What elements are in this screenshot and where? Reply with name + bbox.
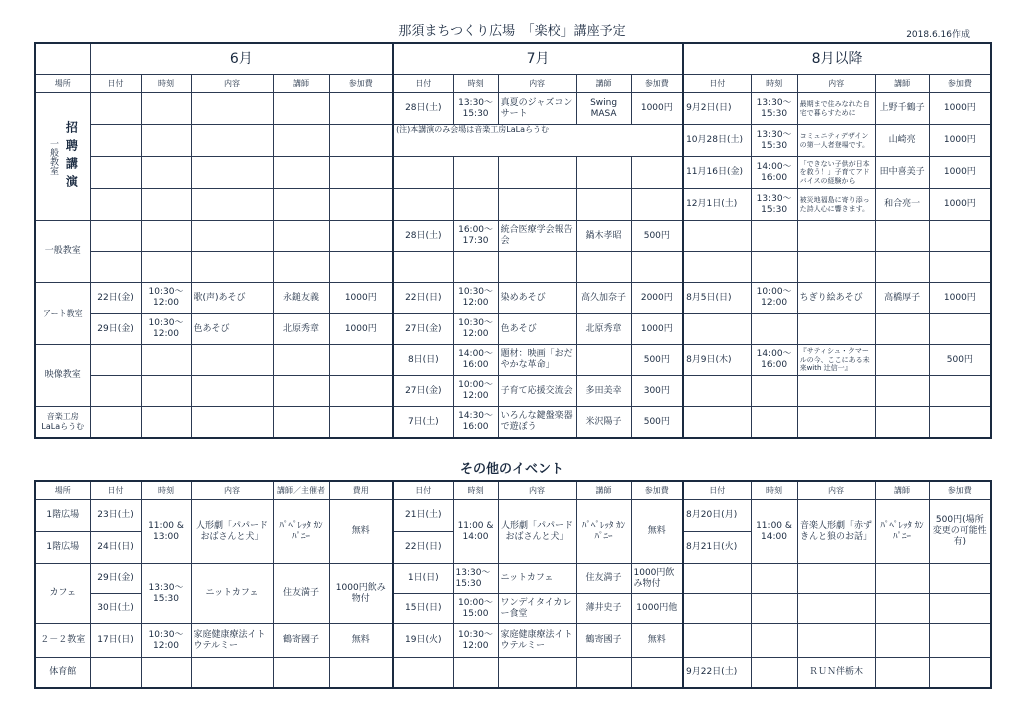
col-time: 時刻 (751, 481, 797, 500)
event-time: 10:30～12:00 (453, 624, 498, 658)
event-time: 11:00 & 14:00 (453, 500, 498, 564)
empty-cell (797, 376, 875, 407)
event-time: 10:30～12:00 (453, 314, 498, 345)
event-teacher: 住友満子 (273, 564, 329, 624)
empty-cell (329, 252, 393, 283)
empty-cell (393, 189, 453, 221)
event-time: 14:00～16:00 (751, 345, 797, 376)
empty-cell (141, 221, 191, 252)
place-cell: 1階広場 (35, 532, 90, 564)
event-date: 22日(金) (90, 283, 141, 314)
event-teacher: 上野千鶴子 (875, 93, 929, 125)
empty-cell (329, 125, 393, 157)
empty-cell (498, 658, 576, 688)
col-teacher: 講師 (875, 75, 929, 93)
event-teacher (576, 345, 631, 376)
empty-cell (273, 125, 329, 157)
event-content: いろんな鍵盤楽器で遊ぼう (498, 407, 576, 439)
event-teacher: ﾊﾟﾍﾟﾚｯﾀ ｶﾝﾊﾟﾆｰ (576, 500, 631, 564)
empty-cell (329, 189, 393, 221)
created-date: 2018.6.16作成 (906, 30, 970, 40)
empty-cell (631, 157, 683, 189)
empty-cell (875, 564, 929, 594)
empty-cell (498, 189, 576, 221)
empty-cell (751, 314, 797, 345)
event-fee: 500円 (631, 407, 683, 439)
event-content: 色あそび (498, 314, 576, 345)
empty-cell (797, 407, 875, 439)
event-teacher: 和合亮一 (875, 189, 929, 221)
event-teacher (875, 345, 929, 376)
event-fee: 2000円 (631, 283, 683, 314)
place-cell: 体育館 (35, 658, 90, 688)
empty-cell (273, 252, 329, 283)
event-time: 10:30～12:00 (141, 624, 191, 658)
empty-cell (576, 157, 631, 189)
col-time: 時刻 (141, 481, 191, 500)
event-fee: 500円(場所変更の可能性有) (929, 500, 991, 564)
empty-cell (191, 658, 273, 688)
col-time: 時刻 (751, 75, 797, 93)
event-time: 10:30～12:00 (141, 314, 191, 345)
event-content: ＲＵＮ伴栃木 (797, 658, 875, 688)
empty-cell (393, 157, 453, 189)
empty-cell (751, 594, 797, 624)
empty-cell (90, 125, 141, 157)
empty-cell (683, 221, 751, 252)
event-fee: 1000円他 (631, 594, 683, 624)
empty-cell (191, 376, 273, 407)
event-content: 真夏のジャズコンサート (498, 93, 576, 125)
category-general-class: 一般教室 (35, 221, 90, 283)
event-teacher: 山崎亮 (875, 125, 929, 157)
event-time: 10:30～12:00 (453, 283, 498, 314)
empty-cell (191, 407, 273, 439)
event-fee: 300円 (631, 376, 683, 407)
empty-cell (329, 407, 393, 439)
col-content: 内容 (498, 481, 576, 500)
empty-cell (141, 189, 191, 221)
corner-cell (35, 43, 90, 75)
empty-cell (329, 658, 393, 688)
event-content: ニットカフェ (498, 564, 576, 594)
event-teacher: 鶴寄國子 (273, 624, 329, 658)
empty-cell (329, 345, 393, 376)
category-invited-lecture (35, 93, 90, 221)
empty-cell (453, 252, 498, 283)
col-date: 日付 (393, 75, 453, 93)
lecture-schedule-table (34, 42, 992, 439)
empty-cell (141, 125, 191, 157)
empty-cell (191, 189, 273, 221)
empty-cell (273, 221, 329, 252)
event-teacher: 鶴寄國子 (576, 624, 631, 658)
event-time: 13:30～15:30 (751, 93, 797, 125)
col-place: 場所 (35, 75, 90, 93)
empty-cell (797, 624, 875, 658)
event-fee: 1000円飲み物付 (631, 564, 683, 594)
empty-cell (141, 345, 191, 376)
event-teacher: 北原秀章 (273, 314, 329, 345)
category-film-class: 映像教室 (35, 345, 90, 407)
event-time: 14:30～16:00 (453, 407, 498, 439)
event-time: 14:00～16:00 (453, 345, 498, 376)
event-fee: 500円 (631, 221, 683, 252)
event-date: 29日(金) (90, 564, 141, 594)
category-side-label: 一般教室 (47, 138, 58, 175)
empty-cell (141, 252, 191, 283)
month-header-aug: 8月以降 (683, 43, 991, 75)
event-content: ちぎり絵あそび (797, 283, 875, 314)
event-teacher: ﾊﾟﾍﾟﾚｯﾀ ｶﾝﾊﾟﾆｰ (273, 500, 329, 564)
event-teacher: Swing MASA (576, 93, 631, 125)
event-fee: 1000円 (929, 189, 991, 221)
empty-cell (929, 594, 991, 624)
month-header-jun: 6月 (90, 43, 393, 75)
event-fee: 1000円 (929, 125, 991, 157)
empty-cell (929, 407, 991, 439)
other-events-title: その他のイベント (459, 462, 564, 477)
empty-cell (576, 252, 631, 283)
col-teacher: 講師 (576, 481, 631, 500)
empty-cell (929, 252, 991, 283)
event-fee: 無料 (631, 500, 683, 564)
empty-cell (631, 658, 683, 688)
event-content: 最期まで住みなれた自宅で暮らすために (797, 93, 875, 125)
empty-cell (191, 93, 273, 125)
event-fee: 1000円 (329, 283, 393, 314)
empty-cell (273, 658, 329, 688)
col-teacher: 講師 (273, 75, 329, 93)
event-fee: 無料 (329, 500, 393, 564)
col-date: 日付 (683, 75, 751, 93)
empty-cell (141, 376, 191, 407)
empty-cell (929, 221, 991, 252)
event-date: 19日(火) (393, 624, 453, 658)
event-date: 17日(日) (90, 624, 141, 658)
empty-cell (453, 189, 498, 221)
empty-cell (929, 314, 991, 345)
empty-cell (90, 157, 141, 189)
empty-cell (797, 594, 875, 624)
place-cell: ２－２教室 (35, 624, 90, 658)
event-teacher: 鍋木孝昭 (576, 221, 631, 252)
empty-cell (683, 624, 751, 658)
empty-cell (751, 564, 797, 594)
empty-cell (453, 157, 498, 189)
empty-cell (929, 564, 991, 594)
event-date: 30日(土) (90, 594, 141, 624)
category-main-label: 招聘講演 (64, 120, 79, 193)
empty-cell (797, 221, 875, 252)
empty-cell (191, 125, 273, 157)
event-time: 13:30～15:30 (453, 564, 498, 594)
col-content: 内容 (797, 75, 875, 93)
col-date: 日付 (90, 75, 141, 93)
event-time: 11:00 & 14:00 (751, 500, 797, 564)
event-date: 27日(金) (393, 376, 453, 407)
event-time: 13:30～15:30 (751, 189, 797, 221)
event-teacher: 高橋厚子 (875, 283, 929, 314)
col-content: 内容 (498, 75, 576, 93)
col-content: 内容 (191, 481, 273, 500)
col-time: 時刻 (141, 75, 191, 93)
event-content: コミュニティデザインの第一人者登場です。 (797, 125, 875, 157)
empty-cell (90, 221, 141, 252)
event-fee: 1000円 (631, 93, 683, 125)
empty-cell (751, 407, 797, 439)
event-content: 人形劇「パパードおばさんと犬」 (191, 500, 273, 564)
event-date: 24日(日) (90, 532, 141, 564)
event-date: 8月9日(木) (683, 345, 751, 376)
empty-cell (683, 407, 751, 439)
empty-cell (329, 221, 393, 252)
empty-cell (683, 252, 751, 283)
event-fee: 1000円 (929, 283, 991, 314)
place-cell: カフェ (35, 564, 90, 624)
event-fee: 500円 (631, 345, 683, 376)
event-date: 12月1日(土) (683, 189, 751, 221)
category-music-studio: 音楽工房LaLaらうむ (35, 407, 90, 439)
event-teacher: 薄井史子 (576, 594, 631, 624)
empty-cell (191, 252, 273, 283)
event-content: 『サティシュ・クマールの今、ここにある未来with 辻信一』 (797, 345, 875, 376)
event-date: 10月28日(土) (683, 125, 751, 157)
empty-cell (273, 189, 329, 221)
empty-cell (576, 658, 631, 688)
empty-cell (273, 93, 329, 125)
event-content: 染めあそび (498, 283, 576, 314)
empty-cell (875, 594, 929, 624)
event-teacher: 高久加奈子 (576, 283, 631, 314)
event-content: 子育て応援交流会 (498, 376, 576, 407)
event-time: 10:00～15:00 (453, 594, 498, 624)
col-fee: 参加費 (929, 481, 991, 500)
col-time: 時刻 (453, 481, 498, 500)
event-content: 家庭健康療法イトウテルミー (498, 624, 576, 658)
event-fee: 1000円 (329, 314, 393, 345)
empty-cell (683, 564, 751, 594)
col-teacher: 講師 (576, 75, 631, 93)
event-date: 28日(土) (393, 221, 453, 252)
event-content: 「できない子供が日本を救う！」子育てアドバイスの経験から (797, 157, 875, 189)
document-title: 那須まちつくり広場 「楽校」講座予定 (398, 24, 626, 39)
empty-cell (329, 157, 393, 189)
empty-cell (273, 376, 329, 407)
event-time: 13:30～15:30 (453, 93, 498, 125)
empty-cell (631, 252, 683, 283)
event-content: 音楽人形劇「赤ずきんと狼のお話」 (797, 500, 875, 564)
empty-cell (751, 252, 797, 283)
event-content: 歌(声)あそび (191, 283, 273, 314)
event-date: 22日(日) (393, 283, 453, 314)
empty-cell (683, 314, 751, 345)
empty-cell (929, 658, 991, 688)
empty-cell (751, 658, 797, 688)
empty-cell (90, 189, 141, 221)
event-date: 8月21日(火) (683, 532, 751, 564)
empty-cell (90, 407, 141, 439)
empty-cell (498, 157, 576, 189)
event-fee: 1000円飲み物付 (329, 564, 393, 624)
event-date: 9月2日(日) (683, 93, 751, 125)
event-teacher: 米沢陽子 (576, 407, 631, 439)
event-content: 人形劇「パパードおばさんと犬」 (498, 500, 576, 564)
empty-cell (576, 189, 631, 221)
empty-cell (797, 252, 875, 283)
empty-cell (875, 407, 929, 439)
event-date: 27日(金) (393, 314, 453, 345)
event-date: 28日(土) (393, 93, 453, 125)
empty-cell (875, 314, 929, 345)
event-time: 13:30～15:30 (751, 125, 797, 157)
empty-cell (751, 624, 797, 658)
event-date: 8月5日(日) (683, 283, 751, 314)
event-date: 7日(土) (393, 407, 453, 439)
event-date: 23日(土) (90, 500, 141, 532)
empty-cell (273, 407, 329, 439)
empty-cell (90, 252, 141, 283)
event-content: ワンデイタイカレー食堂 (498, 594, 576, 624)
empty-cell (90, 93, 141, 125)
empty-cell (929, 376, 991, 407)
empty-cell (329, 376, 393, 407)
col-date: 日付 (683, 481, 751, 500)
empty-cell (751, 376, 797, 407)
event-time: 14:00～16:00 (751, 157, 797, 189)
event-teacher: 北原秀章 (576, 314, 631, 345)
empty-cell (393, 252, 453, 283)
event-date: 15日(日) (393, 594, 453, 624)
empty-cell (498, 252, 576, 283)
event-date: 21日(土) (393, 500, 453, 532)
empty-cell (797, 564, 875, 594)
empty-cell (875, 252, 929, 283)
empty-cell (875, 376, 929, 407)
month-header-jul: 7月 (393, 43, 683, 75)
empty-cell (929, 624, 991, 658)
event-date: 22日(日) (393, 532, 453, 564)
col-content: 内容 (797, 481, 875, 500)
empty-cell (90, 376, 141, 407)
event-time: 10:00～12:00 (453, 376, 498, 407)
category-art-class: アート教室 (35, 283, 90, 345)
event-content: 色あそび (191, 314, 273, 345)
event-time: 16:00～17:30 (453, 221, 498, 252)
empty-cell (797, 314, 875, 345)
empty-cell (141, 407, 191, 439)
event-teacher: ﾊﾟﾍﾟﾚｯﾀ ｶﾝﾊﾟﾆｰ (875, 500, 929, 564)
col-fee: 参加費 (329, 75, 393, 93)
col-cost: 費用 (329, 481, 393, 500)
event-fee: 無料 (631, 624, 683, 658)
empty-cell (631, 189, 683, 221)
other-events-table (34, 480, 992, 689)
empty-cell (751, 221, 797, 252)
event-teacher: 多田美幸 (576, 376, 631, 407)
col-organizer: 講師／主催者 (273, 481, 329, 500)
col-fee: 参加費 (929, 75, 991, 93)
event-teacher: 田中喜美子 (875, 157, 929, 189)
empty-cell (90, 658, 141, 688)
col-place: 場所 (35, 481, 90, 500)
event-content: 被災地福島に寄り添った詩人心に響きます。 (797, 189, 875, 221)
col-fee: 参加費 (631, 75, 683, 93)
col-date: 日付 (393, 481, 453, 500)
event-date: 11月16日(金) (683, 157, 751, 189)
empty-cell (141, 157, 191, 189)
event-content: 家庭健康療法イトウテルミー (191, 624, 273, 658)
empty-cell (683, 594, 751, 624)
event-fee: 1000円 (929, 93, 991, 125)
empty-cell (875, 658, 929, 688)
empty-cell (90, 345, 141, 376)
empty-cell (393, 658, 453, 688)
event-fee: 500円 (929, 345, 991, 376)
venue-note: (注)本講演のみ会場は音楽工房LaLaらうむ (393, 125, 683, 157)
event-date: 8日(日) (393, 345, 453, 376)
event-time: 13:30～15:30 (141, 564, 191, 624)
empty-cell (191, 157, 273, 189)
col-content: 内容 (191, 75, 273, 93)
event-fee: 1000円 (929, 157, 991, 189)
place-cell: 1階広場 (35, 500, 90, 532)
event-teacher: 住友満子 (576, 564, 631, 594)
event-content: ニットカフェ (191, 564, 273, 624)
empty-cell (683, 376, 751, 407)
empty-cell (273, 157, 329, 189)
empty-cell (453, 658, 498, 688)
event-teacher: 永鎚友義 (273, 283, 329, 314)
event-time: 10:30～12:00 (141, 283, 191, 314)
col-teacher: 講師 (875, 481, 929, 500)
event-date: 1日(日) (393, 564, 453, 594)
event-date: 8月20日(月) (683, 500, 751, 532)
event-time: 10:00～12:00 (751, 283, 797, 314)
empty-cell (191, 345, 273, 376)
col-time: 時刻 (453, 75, 498, 93)
col-date: 日付 (90, 481, 141, 500)
event-time: 11:00 & 13:00 (141, 500, 191, 564)
empty-cell (141, 658, 191, 688)
event-fee: 無料 (329, 624, 393, 658)
empty-cell (875, 221, 929, 252)
empty-cell (875, 624, 929, 658)
event-date: 29日(金) (90, 314, 141, 345)
col-fee: 参加費 (631, 481, 683, 500)
event-fee: 1000円 (631, 314, 683, 345)
empty-cell (273, 345, 329, 376)
empty-cell (191, 221, 273, 252)
empty-cell (141, 93, 191, 125)
event-date: 9月22日(土) (683, 658, 751, 688)
event-content: 統合医療学会報告会 (498, 221, 576, 252)
event-content: 題材：映画「おだやかな革命」 (498, 345, 576, 376)
empty-cell (329, 93, 393, 125)
